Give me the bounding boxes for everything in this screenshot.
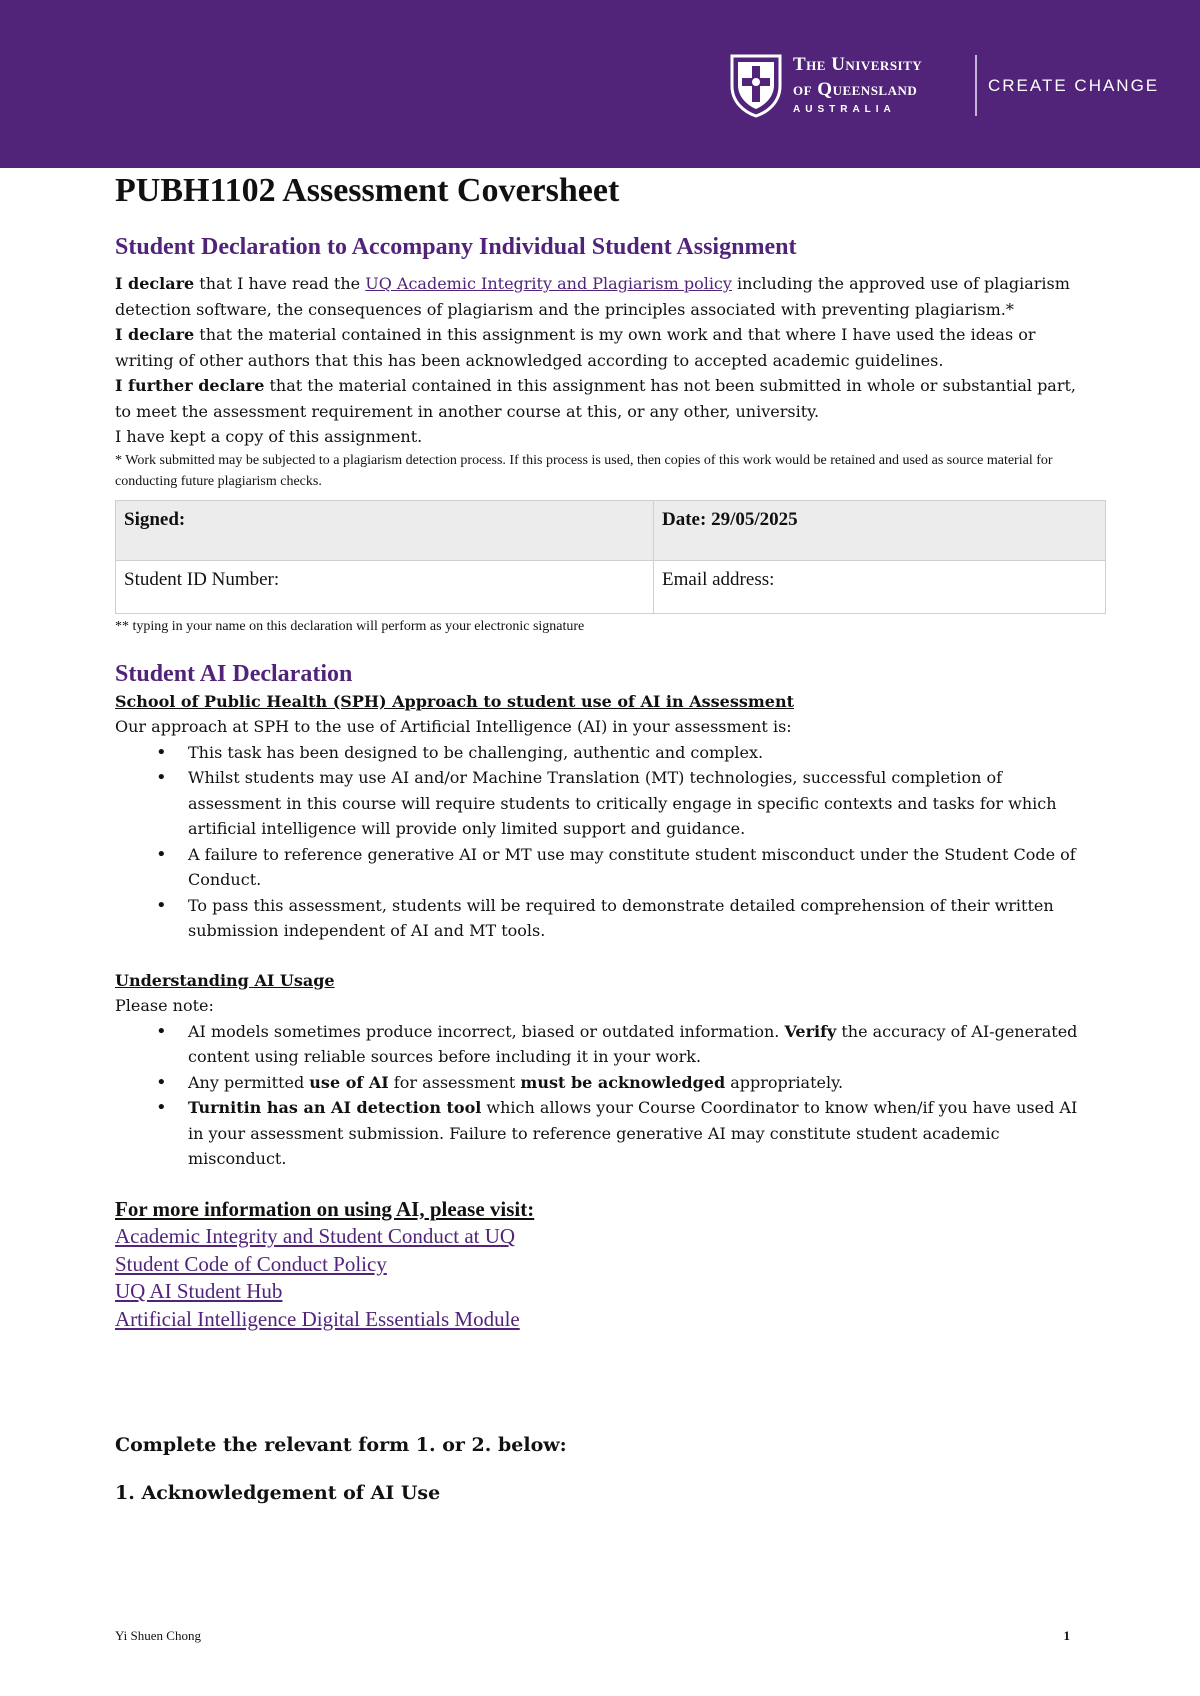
ai-declaration-heading: Student AI Declaration bbox=[115, 660, 353, 687]
forms-instruction: Complete the relevant form 1. or 2. below: bbox=[115, 1434, 567, 1456]
signature-table bbox=[115, 500, 1106, 614]
ai-digital-essentials-link[interactable]: Artificial Intelligence Digital Essentials Module bbox=[115, 1306, 520, 1331]
list-item: • Any permitted use of AI for assessment must be acknowledged appropriately. bbox=[156, 1070, 1095, 1096]
uq-crest-icon bbox=[728, 52, 784, 118]
plagiarism-note: * Work submitted may be subjected to a plagiarism detection process. If this process is used, then copies of this work would be retained and used as source material for conducting future plagiarism checks. bbox=[115, 452, 1053, 489]
sph-approach-intro: Our approach at SPH to the use of Artificial Intelligence (AI) in your assessment is: bbox=[115, 717, 792, 736]
date-value: 29/05/2025 bbox=[711, 508, 798, 530]
list-item: • This task has been designed to be challenging, authentic and complex. bbox=[156, 740, 1095, 766]
academic-integrity-link[interactable]: Academic Integrity and Student Conduct at UQ bbox=[115, 1224, 516, 1248]
sph-approach-list bbox=[156, 740, 1095, 944]
declaration-paragraph-4: I have kept a copy of this assignment. bbox=[115, 427, 423, 446]
code-of-conduct-link[interactable]: Student Code of Conduct Policy bbox=[115, 1251, 387, 1276]
university-tagline: CREATE CHANGE bbox=[988, 76, 1160, 95]
list-item: • Whilst students may use AI and/or Machine Translation (MT) technologies, successful completion of assessment in this course will require students to critically engage in specific contexts and tasks for which artificial intelligence will provide only limited support and guidance. bbox=[156, 765, 1095, 842]
declaration-paragraph-2: I declare that the material contained in this assignment is my own work and that where I have used the ideas or writing of other authors that this has been acknowledged according to accepted academic guidelines. bbox=[115, 325, 1036, 370]
sph-approach-heading: School of Public Health (SPH) Approach to student use of AI in Assessment bbox=[115, 691, 794, 711]
footer-author: Yi Shuen Chong bbox=[115, 1628, 201, 1643]
page-number: 1 bbox=[1063, 1628, 1070, 1643]
student-id-cell[interactable]: Student ID Number: bbox=[116, 560, 654, 613]
ai-student-hub-link[interactable]: UQ AI Student Hub bbox=[115, 1279, 283, 1303]
form1-heading: 1. Acknowledgement of AI Use bbox=[115, 1481, 441, 1504]
list-item: • To pass this assessment, students will be required to demonstrate detailed comprehension of their written submission independent of AI and MT tools. bbox=[156, 893, 1095, 944]
list-item: • A failure to reference generative AI or MT use may constitute student misconduct under the Student Code of Conduct. bbox=[156, 842, 1095, 893]
more-info-links bbox=[115, 1223, 1095, 1333]
page-footer bbox=[115, 1628, 1070, 1644]
signed-cell[interactable]: Signed: bbox=[116, 500, 654, 560]
list-item: • AI models sometimes produce incorrect, biased or outdated information. Verify the accuracy of AI-generated content using reliable sources before including it in your work. bbox=[156, 1019, 1095, 1070]
understanding-ai-list bbox=[156, 1019, 1095, 1172]
plagiarism-policy-link[interactable]: UQ Academic Integrity and Plagiarism policy bbox=[365, 274, 732, 293]
header-banner bbox=[0, 0, 1200, 168]
understanding-ai-intro: Please note: bbox=[115, 996, 214, 1015]
university-country: AUSTRALIA bbox=[793, 104, 896, 115]
declaration-paragraph-1: I declare that I have read the UQ Academic Integrity and Plagiarism policy including the approved use of plagiarism detection software, the consequences of plagiarism and the principles associated with preventing plagiarism.* bbox=[115, 274, 1070, 319]
more-info-heading: For more information on using AI, please visit: bbox=[115, 1196, 535, 1221]
understanding-ai-heading: Understanding AI Usage bbox=[115, 970, 335, 990]
page-title: PUBH1102 Assessment Coversheet bbox=[115, 172, 620, 209]
date-cell[interactable]: Date: 29/05/2025 bbox=[654, 500, 1106, 560]
document-body bbox=[115, 170, 1095, 1506]
declaration-heading: Student Declaration to Accompany Individual Student Assignment bbox=[115, 234, 797, 260]
declaration-paragraph-3: I further declare that the material contained in this assignment has not been submitted in whole or substantial part, to meet the assessment requirement in another course at this, or any other, university. bbox=[115, 376, 1077, 421]
university-name: The University of Queensland bbox=[793, 54, 923, 100]
signature-note: ** typing in your name on this declaration will perform as your electronic signature bbox=[115, 618, 585, 634]
header-divider bbox=[975, 55, 977, 116]
list-item: • Turnitin has an AI detection tool which allows your Course Coordinator to know when/if you have used AI in your assessment submission. Failure to reference generative AI may constitute student academic misconduct. bbox=[156, 1095, 1095, 1172]
email-cell[interactable]: Email address: bbox=[654, 560, 1106, 613]
